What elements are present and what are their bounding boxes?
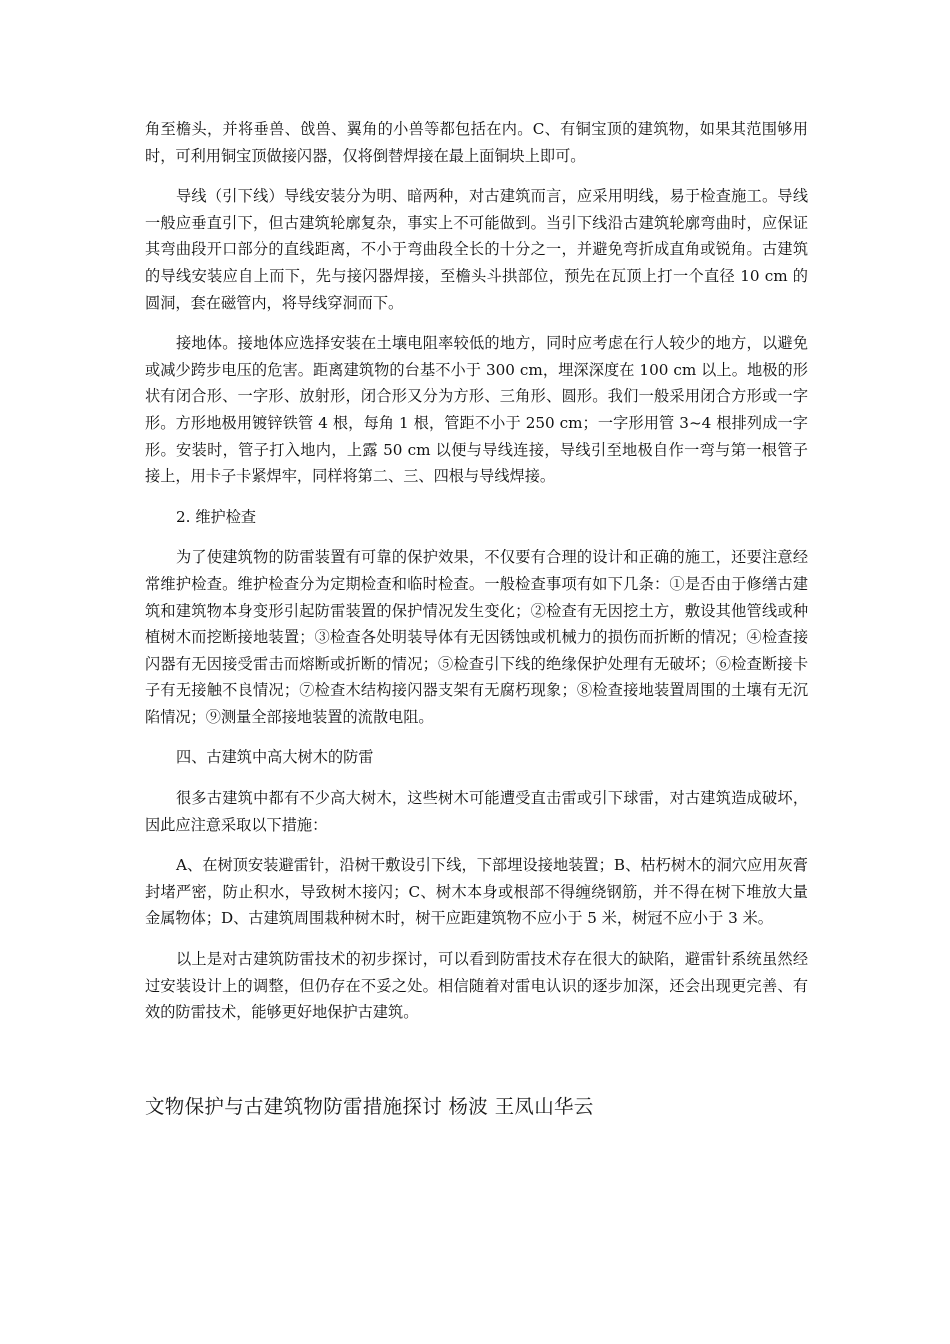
footer-article-title: 文物保护与古建筑物防雷措施探讨 杨波 王凤山华云 [145,1095,594,1118]
document-body [145,116,808,1040]
paragraph-grounding: 接地体。接地体应选择安装在土壤电阻率较低的地方，同时应考虑在行人较少的地方，以避免或减少跨步电压的危害。距离建筑物的台基不小于 300 cm，埋深深度在 100 cm 以上。地极的形状有闭合形、一字形、放射形，闭合形又分为方形、三角形、圆形。我们一般采用闭合方形或一字形。方形地极用镀锌铁管 4 根，每角 1 根，管距不小于 250 cm；一字形用管 3~4 根排列成一字形。安装时，管子打入地内，上露 50 cm 以便与导线连接，导线引至地极自作一弯与第一根管子接上，用卡子卡紧焊牢，同样将第二、三、四根与导线焊接。 [145,334,808,486]
paragraph-trees-intro: 很多古建筑中都有不少高大树木，这些树木可能遭受直击雷或引下球雷，对古建筑造成破坏，因此应注意采取以下措施： [145,789,808,834]
section-heading-trees: 四、古建筑中高大树木的防雷 [176,748,374,767]
paragraph-maintenance: 为了使建筑物的防雷装置有可靠的保护效果，不仅要有合理的设计和正确的施工，还要注意经常维护检查。维护检查分为定期检查和临时检查。一般检查事项有如下几条：①是否由于修缮古建筑和建筑物本身变形引起防雷装置的保护情况发生变化；②检查有无因挖土方，敷设其他管线或种植树木而挖断接地装置；③检查各处明装导体有无因锈蚀或机械力的损伤而折断的情况；④检查接闪器有无因接受雷击而熔断或折断的情况；⑤检查引下线的绝缘保护处理有无破坏；⑥检查断接卡子有无接触不良情况；⑦检查木结构接闪器支架有无腐朽现象；⑧检查接地装置周围的土壤有无沉陷情况；⑨测量全部接地装置的流散电阻。 [145,548,808,726]
paragraph-down-conductor: 导线（引下线）导线安装分为明、暗两种，对古建筑而言，应采用明线，易于检查施工。导线一般应垂直引下，但古建筑轮廓复杂，事实上不可能做到。当引下线沿古建筑轮廓弯曲时，应保证其弯曲段开口部分的直线距离，不小于弯曲段全长的十分之一，并避免弯折成直角或锐角。古建筑的导线安装应自上而下，先与接闪器焊接，至檐头斗拱部位，预先在瓦顶上打一个直径 10 cm 的圆洞，套在磁管内，将导线穿洞而下。 [145,187,808,312]
section-heading-maintenance: 2. 维护检查 [176,507,257,526]
paragraph-continuation: 角至檐头，并将垂兽、戗兽、翼角的小兽等都包括在内。C、有铜宝顶的建筑物，如果其范围够用时，可利用铜宝顶做接闪器，仅将倒替焊接在最上面铜块上即可。 [145,120,808,165]
paragraph-conclusion: 以上是对古建筑防雷技术的初步探讨，可以看到防雷技术存在很大的缺陷，避雷针系统虽然经过安装设计上的调整，但仍存在不妥之处。相信随着对雷电认识的逐步加深，还会出现更完善、有效的防雷技术，能够更好地保护古建筑。 [145,950,808,1022]
paragraph-trees-measures: A、在树顶安装避雷针，沿树干敷设引下线，下部埋设接地装置；B、枯朽树木的洞穴应用灰膏封堵严密，防止积水，导致树木接闪；C、树木本身或根部不得缠绕钢筋，并不得在树下堆放大量金属物体；D、古建筑周围栽种树木时，树干应距建筑物不应小于 5 米，树冠不应小于 3 米。 [145,856,808,928]
